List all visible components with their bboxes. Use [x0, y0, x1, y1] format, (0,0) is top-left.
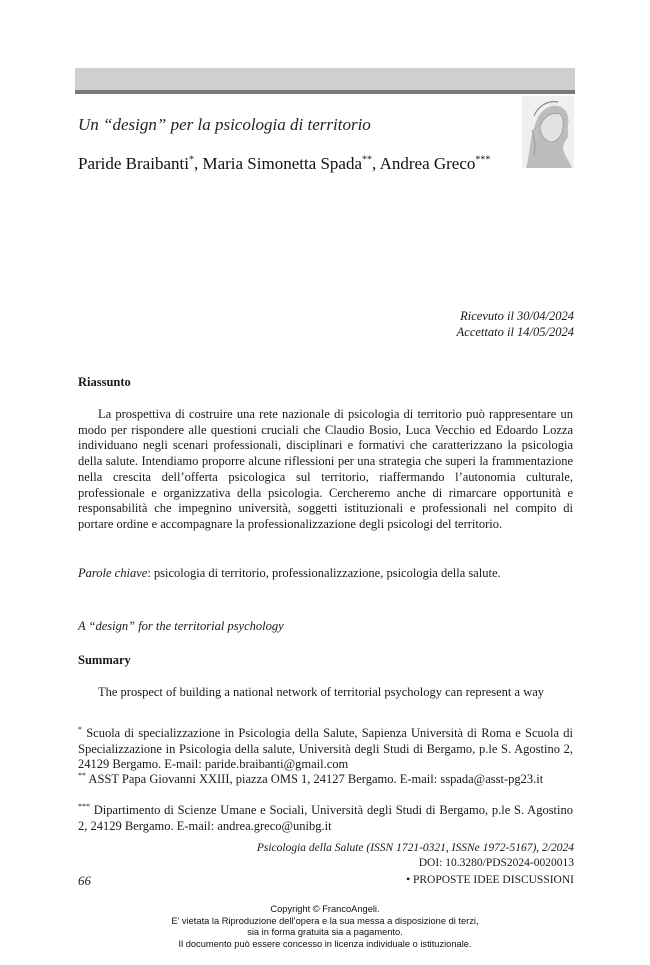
author-line [78, 154, 490, 174]
page-number: 66 [78, 873, 91, 888]
english-title: A “design” for the territorial psychology [78, 619, 284, 633]
footnote-3-mark: *** [78, 802, 90, 811]
dates-block [457, 308, 574, 340]
footnote-2-mark: ** [78, 771, 86, 780]
footnote-1-mark: * [78, 725, 82, 734]
article-title: Un “design” per la psicologia di territorio [78, 115, 371, 134]
summary-text: The prospect of building a national network of territorial psychology can represent a way [98, 685, 545, 699]
doi-line: DOI: 10.3280/PDS2024-0020013 [418, 857, 574, 869]
header-rule [75, 90, 575, 94]
abstract-heading: Riassunto [78, 375, 131, 389]
footnote-1-text: Scuola di specializzazione in Psicologia della Salute, Sapienza Università di Roma e Scuola di Specializzazione in Psicologia della salute, Università degli Studi di Bergamo, p.le S. Agostino 2, 24129 Bergamo. E-mail: paride.braibanti@gmail.com [78, 726, 573, 772]
copyright-line: sia in forma gratuita sia a pagamento. [247, 927, 403, 938]
footnote-2 [78, 768, 573, 788]
author-1-mark: * [188, 154, 194, 166]
footnote-3 [78, 799, 573, 834]
author-2-name: Maria Simonetta Spada [202, 154, 363, 173]
author-2-mark: ** [362, 154, 373, 166]
author-separator: , [193, 154, 203, 173]
header-band [75, 68, 575, 90]
received-date: Ricevuto il 30/04/2024 [460, 309, 574, 323]
copyright-line: E’ vietata la Riproduzione dell’opera e la sua messa a disposizione di terzi, [171, 915, 479, 926]
copyright-line: Il documento può essere concesso in licenza individuale o istituzionale. [178, 938, 472, 949]
footnote-3-text: Dipartimento di Scienze Umane e Sociali, Università degli Studi di Bergamo, p.le S. Agostino 2, 24129 Bergamo. E-mail: andrea.greco@unibg.it [78, 803, 573, 833]
abstract-text: La prospettiva di costruire una rete nazionale di psicologia di territorio può rappresentare un modo per rispondere alle questioni cruciali che Claudio Bosio, Luca Vecchio ed Edoardo Lozza individuano negli scenari professionali, disciplinari e formativi che caratterizzano la psicologia della salute. Intendiamo proporre alcune riflessioni per una strategia che superi la frammentazione nella crescita dell’offerta psicologica sul territorio, riaffermando l’autonomia culturale, professionale e organizzativa della psicologia. Cercheremo anche di rimarcare opportunità e responsabilità che impegnino università, soggetti istituzionali e professionali nel compito di portare ordine e accompagnare la professionalizzazione degli psicologi del territorio. [78, 407, 573, 531]
section-label: • PROPOSTE IDEE DISCUSSIONI [406, 874, 574, 886]
author-separator: , [372, 154, 380, 173]
journal-citation: Psicologia della Salute (ISSN 1721-0321, ISSNe 1972-5167), 2/2024 [256, 842, 574, 854]
copyright-line: Copyright © FrancoAngeli. [270, 904, 380, 914]
keywords-label: Parole chiave [78, 566, 148, 580]
copyright-notice [0, 904, 650, 950]
portrait-engraving-icon [522, 96, 574, 168]
keywords-list: : psicologia di territorio, professionalizzazione, psicologia della salute. [147, 566, 501, 580]
footnote-2-text: ASST Papa Giovanni XXIII, piazza OMS 1, 24127 Bergamo. E-mail: sspada@asst-pg23.it [86, 772, 544, 787]
author-3-name: Andrea Greco [379, 154, 476, 173]
accepted-date: Accettato il 14/05/2024 [456, 325, 574, 339]
summary-heading: Summary [78, 653, 131, 667]
footnote-1 [78, 722, 573, 773]
author-3-mark: *** [475, 154, 491, 166]
author-1-name: Paride Braibanti [78, 154, 189, 173]
keywords-line [78, 566, 501, 581]
